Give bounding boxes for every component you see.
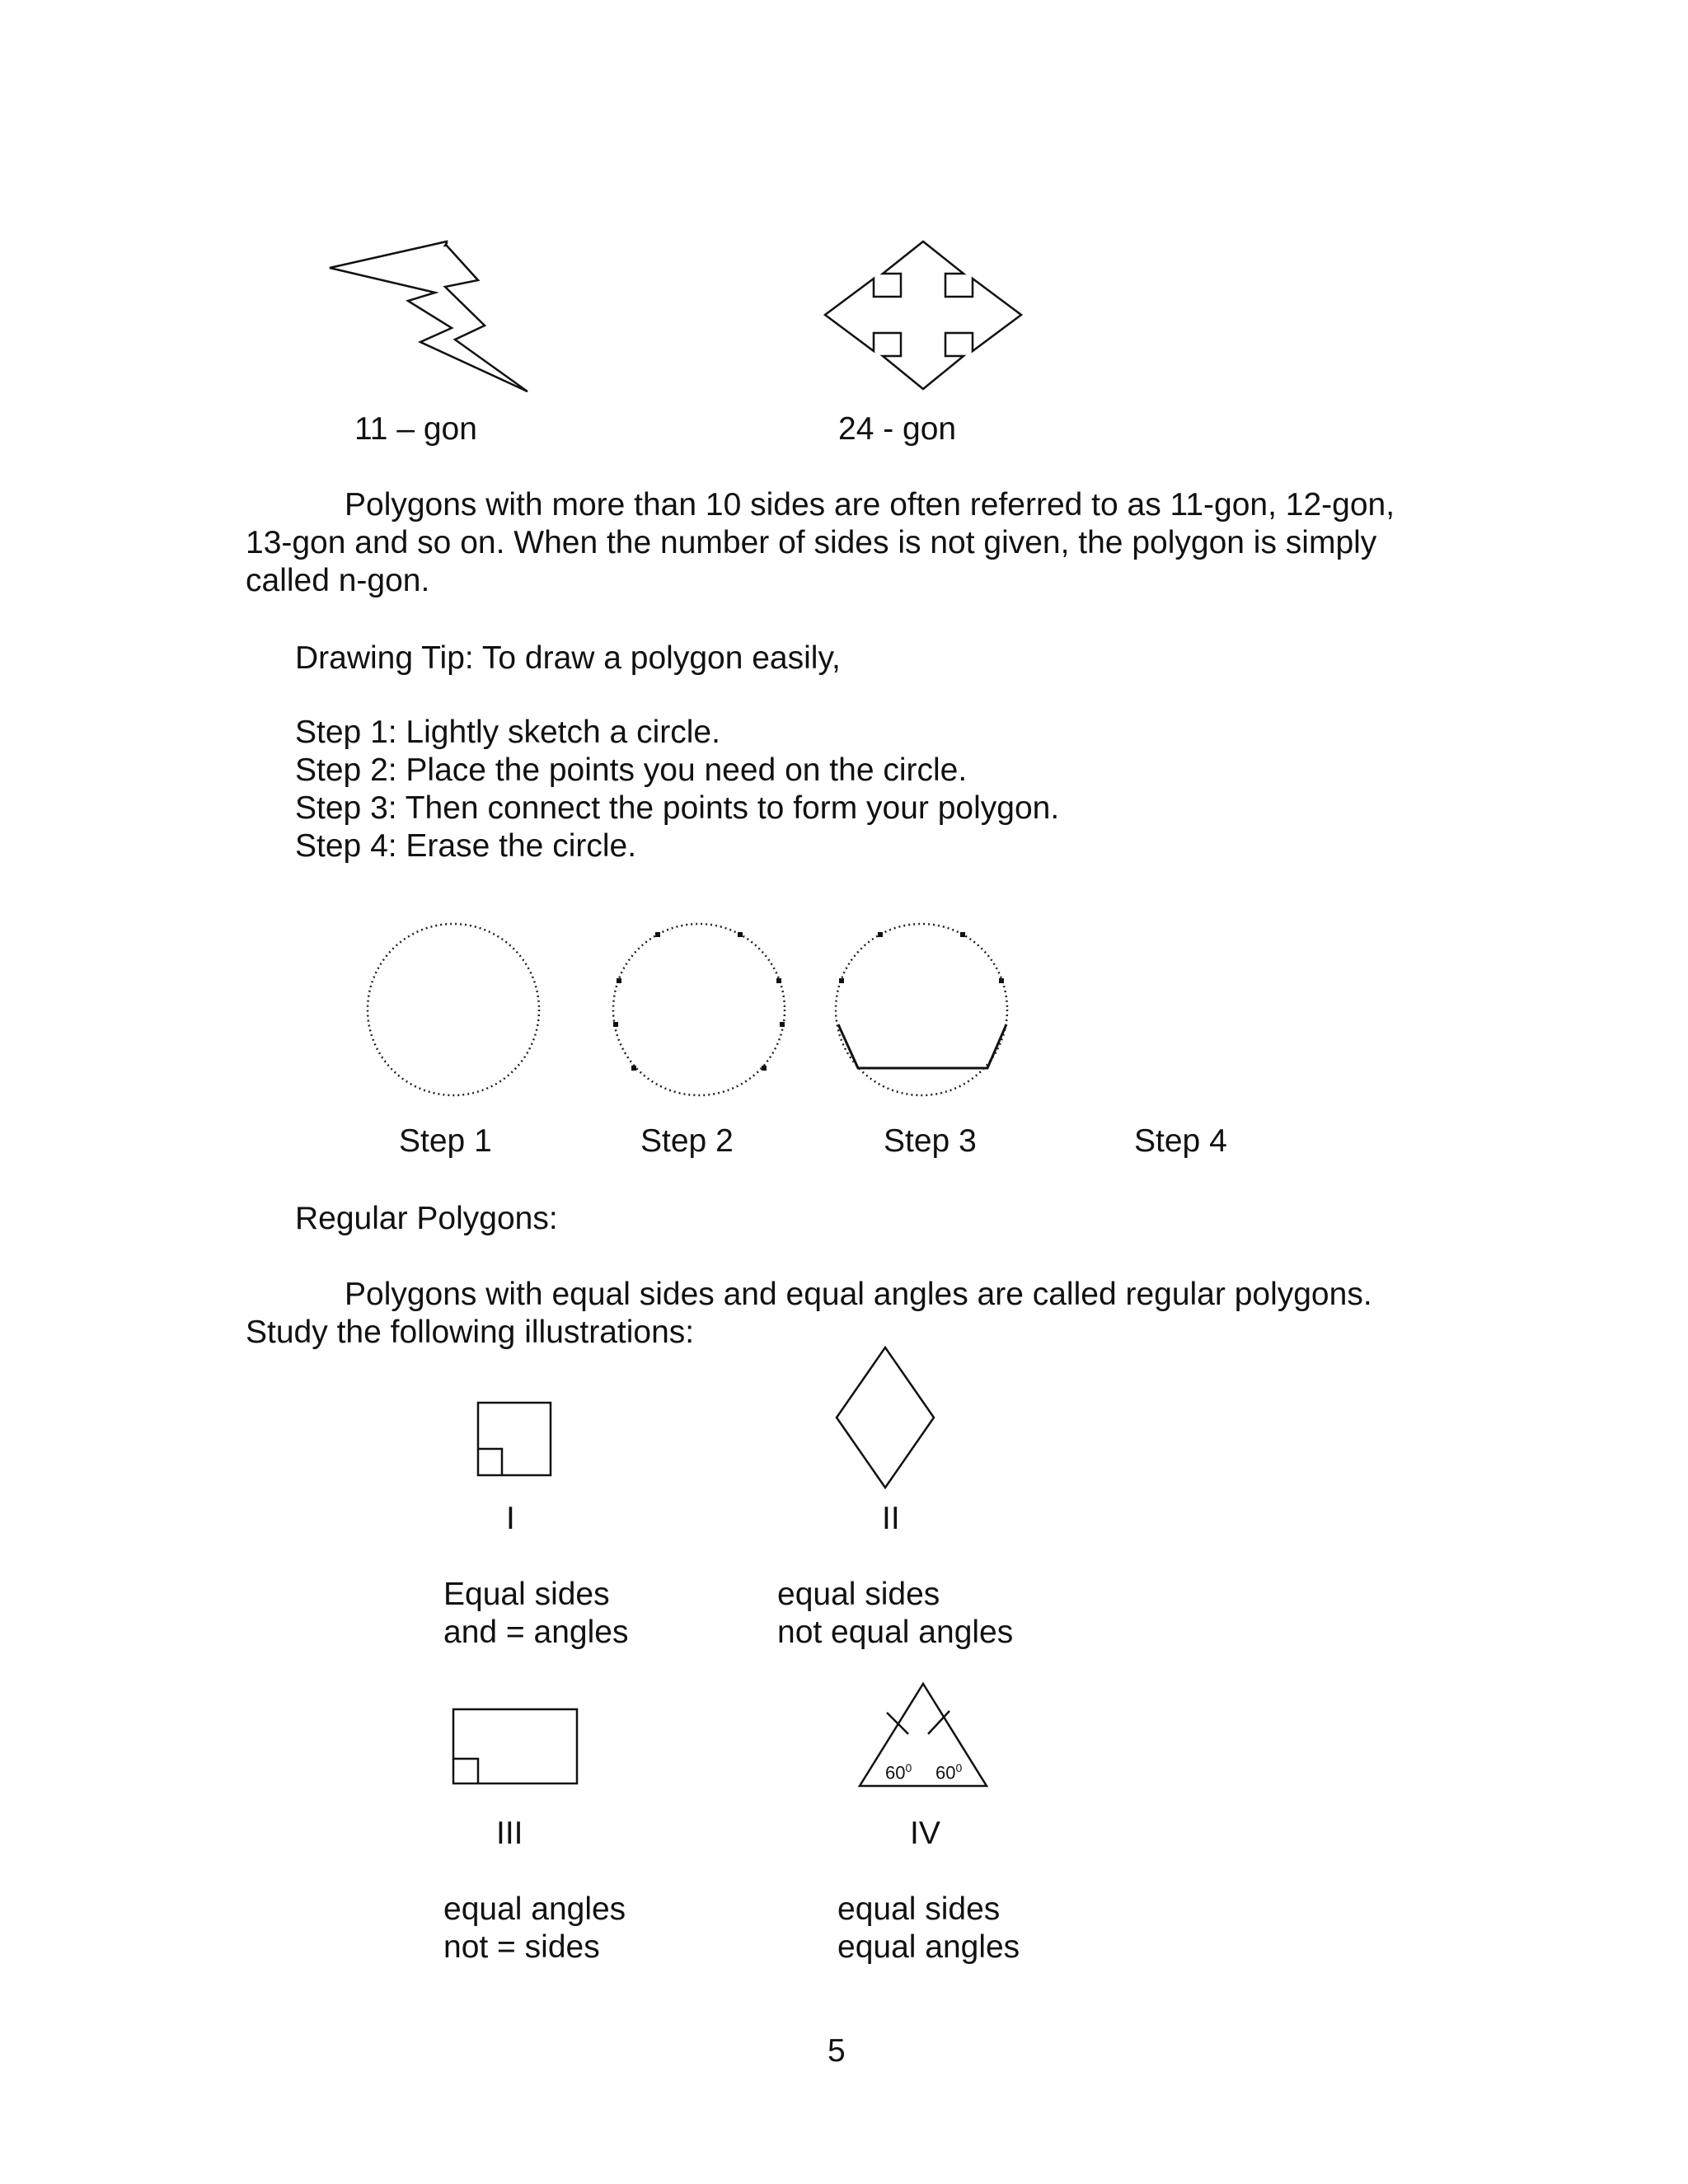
rectangle-desc-line-1: equal angles <box>443 1891 626 1927</box>
step-2-label: Step 2 <box>640 1123 734 1159</box>
regular-polygons-paragraph: Polygons with equal sides and equal angles are called regular polygons. Study the following illustrations: <box>246 1277 1372 1350</box>
rectangle-figure <box>452 1708 579 1785</box>
step-4-label: Step 4 <box>1134 1123 1227 1159</box>
step-3-instruction: Step 3: Then connect the points to form your polygon. <box>295 790 1060 826</box>
step-2-instruction: Step 2: Place the points you need on the circle. <box>295 752 968 788</box>
step-2-circle-points-figure <box>608 919 790 1100</box>
step-1-instruction: Step 1: Lightly sketch a circle. <box>295 715 720 750</box>
triangle-desc-line-1: equal sides <box>837 1891 1001 1927</box>
lightning-label: 11 – gon <box>354 411 477 447</box>
step-1-circle-figure <box>363 919 544 1100</box>
rhombus-desc-line-1: equal sides <box>777 1577 940 1612</box>
step-3-partial-polygon-figure <box>831 919 1012 1100</box>
triangle-desc-line-2: equal angles <box>837 1929 1020 1965</box>
intro-paragraph: Polygons with more than 10 sides are often referred to as 11-gon, 12-gon, 13-gon and so on. When the number of sides is not given, the polygon is simply called n-gon. <box>246 487 1395 598</box>
numeral-ii: II <box>882 1501 900 1536</box>
numeral-iv: IV <box>910 1816 940 1851</box>
triangle-angle-right: $60^0$ <box>935 1761 963 1783</box>
degree-mark-right: 0 <box>955 1761 963 1774</box>
rectangle-desc-line-2: not = sides <box>443 1929 600 1965</box>
page-number: 5 <box>828 2033 846 2069</box>
step-4-instruction: Step 4: Erase the circle. <box>295 828 637 864</box>
step-1-label: Step 1 <box>399 1123 492 1159</box>
triangle-angle-left: $60^0$ <box>885 1761 912 1783</box>
rhombus-figure <box>834 1345 936 1490</box>
cross-arrow-24-gon-figure <box>820 239 1026 391</box>
degree-mark-left: 0 <box>905 1761 912 1774</box>
equilateral-triangle-figure <box>857 1681 989 1788</box>
drawing-tip-heading: Drawing Tip: To draw a polygon easily, <box>295 640 841 676</box>
cross-arrow-label: 24 - gon <box>838 411 957 447</box>
rhombus-desc-line-2: not equal angles <box>777 1615 1014 1650</box>
regular-polygons-heading: Regular Polygons: <box>295 1201 558 1236</box>
step-3-label: Step 3 <box>884 1123 977 1159</box>
lightning-11-gon-figure <box>321 239 536 396</box>
numeral-i: I <box>506 1501 515 1536</box>
square-desc-line-2: and = angles <box>443 1615 629 1650</box>
square-figure <box>476 1401 552 1477</box>
square-desc-line-1: Equal sides <box>443 1577 610 1612</box>
numeral-iii: III <box>496 1816 523 1851</box>
